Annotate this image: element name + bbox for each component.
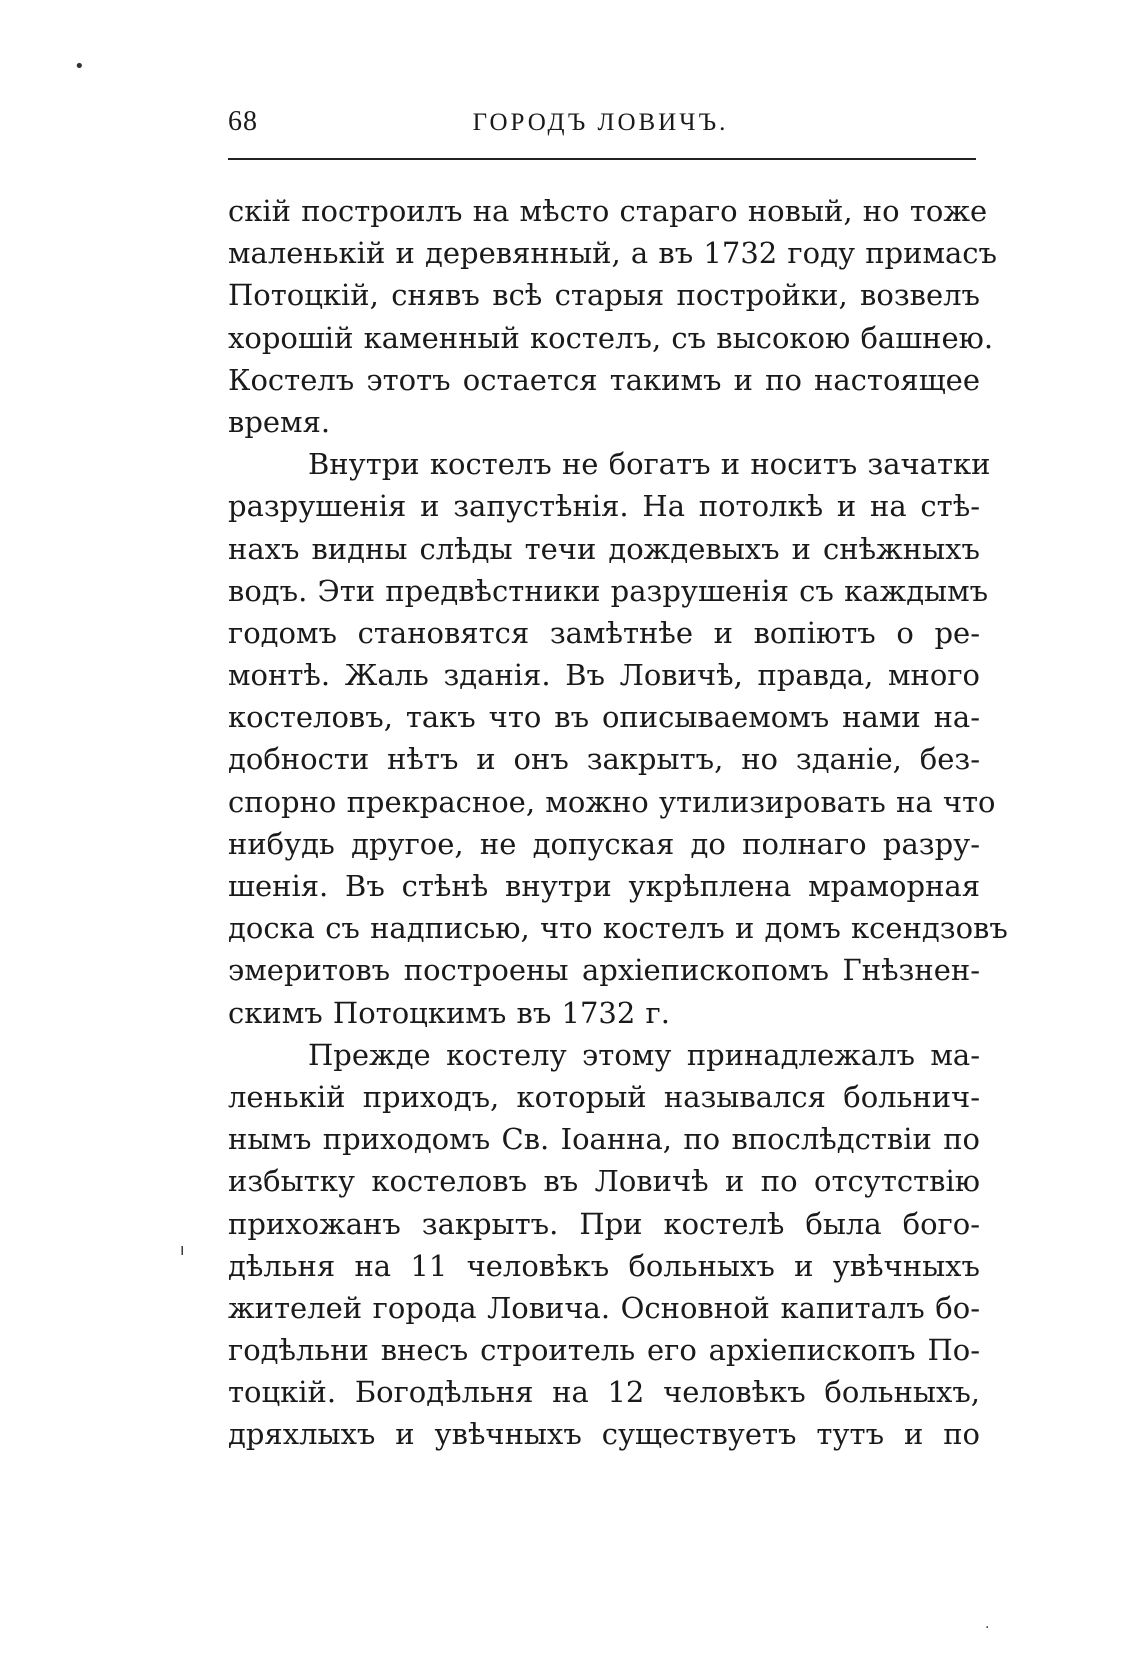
text-line: жителей города Ловича. Основной капиталъ бо- — [228, 1290, 980, 1325]
text-line: годомъ становятся замѣтнѣе и вопіютъ о ре- — [228, 615, 980, 650]
running-title: ГОРОДЪ ЛОВИЧЪ. — [472, 109, 729, 136]
ink-speck: • — [74, 56, 85, 77]
text-line: Внутри костелъ не богатъ и носитъ зачатки — [308, 447, 991, 482]
text-line: ленькій приходъ, который назывался больнич- — [228, 1079, 980, 1114]
text-line: шенія. Въ стѣнѣ внутри укрѣплена мраморная — [228, 869, 980, 903]
text-line: костеловъ, такъ что въ описываемомъ нами на- — [228, 700, 980, 735]
text-line: нибудь другое, не допуская до полнаго разру- — [228, 826, 980, 861]
text-line: хорошій каменный костелъ, съ высокою башнею. — [228, 320, 994, 355]
ink-speck: · — [985, 1620, 990, 1636]
page-header — [228, 96, 973, 140]
text-line: доска съ надписью, что костелъ и домъ ксендзовъ — [228, 911, 1008, 946]
text-line: скій построилъ на мѣсто стараго новый, но тоже — [228, 194, 988, 228]
text-line: Прежде костелу этому принадлежалъ ма- — [308, 1037, 980, 1072]
header-rule — [228, 158, 976, 160]
text-line: разрушенія и запустѣнія. На потолкѣ и на стѣ- — [228, 489, 980, 524]
text-line: эмеритовъ построены архіепископомъ Гнѣзнен- — [228, 953, 980, 988]
text-line: нахъ видны слѣды течи дождевыхъ и снѣжныхъ — [228, 531, 980, 566]
text-line: спорно прекрасное, можно утилизировать на что — [228, 784, 996, 819]
text-line: водъ. Эти предвѣстники разрушенія съ каждымъ — [228, 573, 989, 608]
text-line: монтѣ. Жаль зданія. Въ Ловичѣ, правда, много — [228, 658, 980, 693]
text-line: скимъ Потоцкимъ въ 1732 г. — [228, 995, 670, 1030]
body-text — [228, 190, 1008, 1456]
text-line: нымъ приходомъ Св. Іоанна, по впослѣдствіи по — [228, 1122, 980, 1157]
text-line: дряхлыхъ и увѣчныхъ существуетъ тутъ и по — [228, 1417, 980, 1452]
text-line: маленькій и деревянный, а въ 1732 году примасъ — [228, 236, 997, 271]
text-line: избытку костеловъ въ Ловичѣ и по отсутствію — [228, 1164, 980, 1199]
text-line: прихожанъ закрытъ. При костелѣ была бого- — [228, 1206, 980, 1241]
text-line: годѣльни внесъ строитель его архіепископъ По- — [228, 1333, 980, 1368]
text-line: добности нѣтъ и онъ закрытъ, но зданіе, без- — [228, 742, 980, 777]
text-line: Потоцкій, снявъ всѣ старыя постройки, возвелъ — [228, 278, 980, 313]
ink-speck: ı — [180, 1240, 185, 1259]
text-line: дѣльня на 11 человѣкъ больныхъ и увѣчныхъ — [228, 1248, 980, 1283]
text-line: Костелъ этотъ остается такимъ и по настоящее — [228, 362, 980, 397]
text-line: время. — [228, 404, 331, 439]
page-number: 68 — [228, 106, 258, 137]
text-line: тоцкій. Богодѣльня на 12 человѣкъ больныхъ, — [228, 1375, 980, 1410]
